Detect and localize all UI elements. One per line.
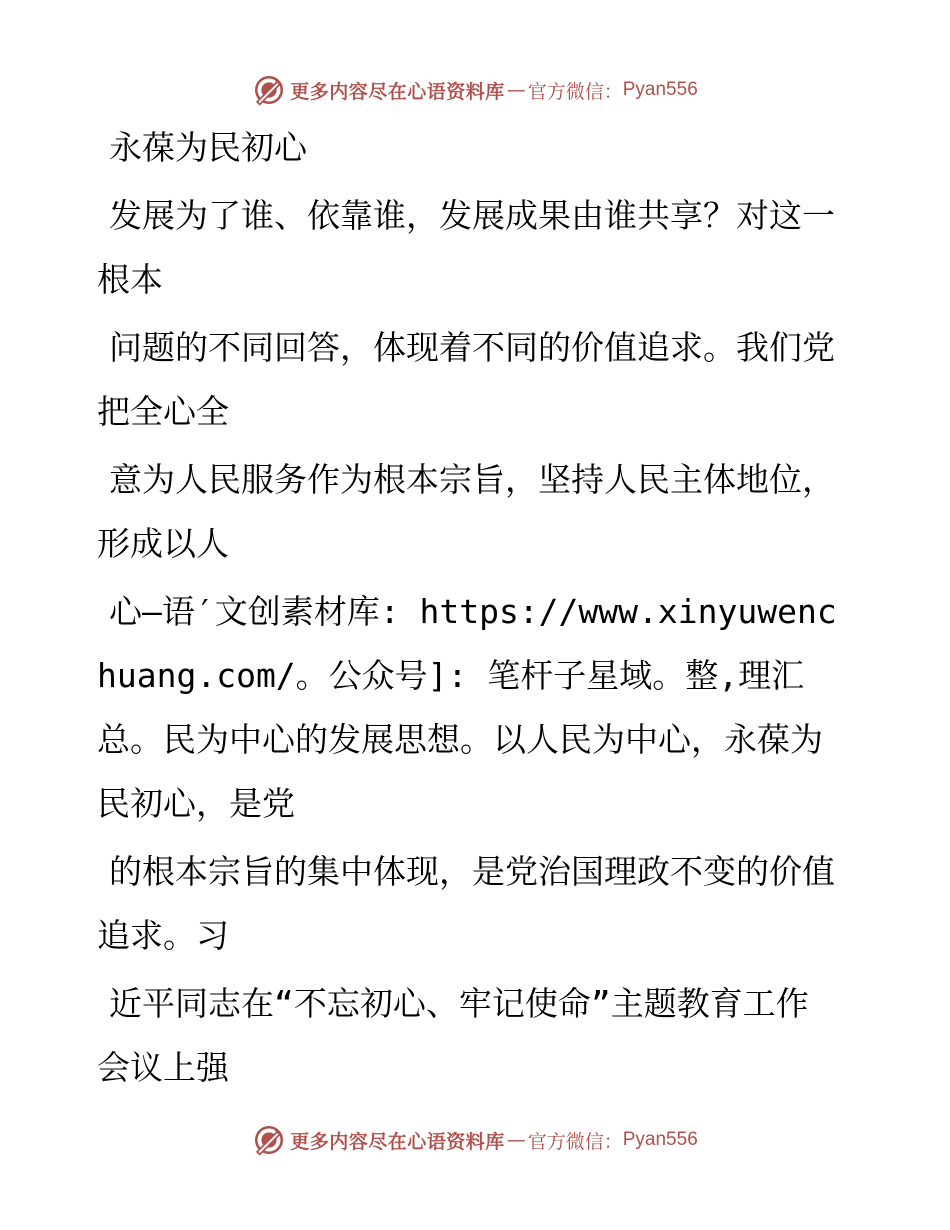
paragraph: 发展为了谁、依靠谁，发展成果由谁共享？对这一根本 bbox=[97, 196, 835, 299]
header-watermark-banner bbox=[0, 70, 950, 110]
footer-watermark-banner bbox=[0, 1120, 950, 1160]
pen-logo-icon bbox=[252, 73, 286, 107]
banner-wechat-id: Pyan556 bbox=[622, 79, 698, 100]
paragraph: 心—语′文创素材库: https://www.xinyuwenchuang.com/。公众号]: 笔杆子星域。整,理汇总。民为中心的发展思想。以人民为中心，永葆为民初心，是党 bbox=[97, 592, 837, 823]
paragraph: 的根本宗旨的集中体现，是党治国理政不变的价值追求。习 bbox=[97, 852, 835, 955]
paragraph-title: 永葆为民初心 bbox=[109, 128, 307, 167]
banner-site-text: 更多内容尽在心语资料库 bbox=[290, 1130, 505, 1153]
banner-separator: — bbox=[506, 1129, 526, 1151]
paragraph: 意为人民服务作为根本宗旨，坚持人民主体地位，形成以人 bbox=[97, 460, 835, 563]
pen-logo-icon bbox=[252, 1123, 286, 1157]
banner-separator: — bbox=[506, 79, 526, 101]
banner-wechat-id: Pyan556 bbox=[622, 1129, 698, 1150]
banner-wechat-label: 官方微信： bbox=[527, 80, 623, 103]
banner-site-text: 更多内容尽在心语资料库 bbox=[290, 80, 505, 103]
banner-wechat-label: 官方微信： bbox=[527, 1130, 623, 1153]
document-body bbox=[97, 116, 837, 1104]
paragraph: 近平同志在“不忘初心、牢记使命”主题教育工作会议上强 bbox=[97, 984, 809, 1087]
paragraph: 问题的不同回答，体现着不同的价值追求。我们党把全心全 bbox=[97, 328, 835, 431]
